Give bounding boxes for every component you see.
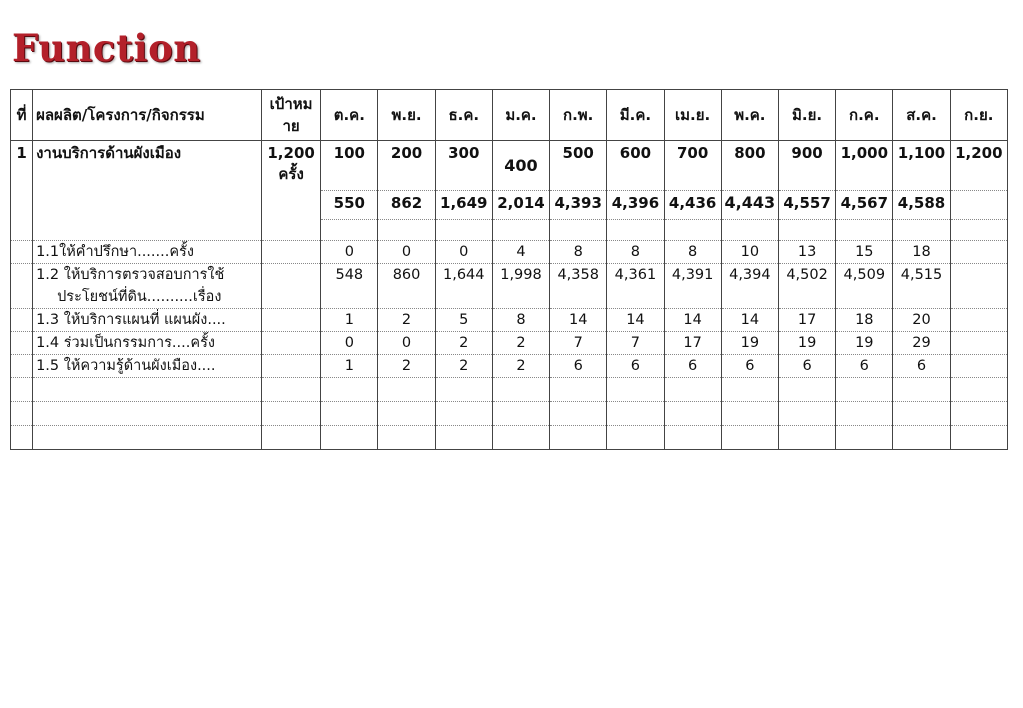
activity-value: 2 [378, 355, 435, 378]
project-plan-row [11, 141, 1008, 191]
plan-cell: 200 [378, 141, 435, 191]
activity-value: 0 [321, 332, 378, 355]
plan-cell: 100 [321, 141, 378, 191]
page-title: Function [12, 26, 201, 70]
actual-cell: 4,567 [836, 191, 893, 220]
blank-row [11, 378, 1008, 402]
activity-row [11, 241, 1008, 264]
activity-value: 6 [778, 355, 835, 378]
activity-row [11, 332, 1008, 355]
activity-value: 29 [893, 332, 950, 355]
activity-value: 4 [492, 241, 549, 264]
actual-cell: 862 [378, 191, 435, 220]
activity-row [11, 355, 1008, 378]
header-month: ต.ค. [321, 90, 378, 141]
activity-name: 1.5 ให้ความรู้ด้านผังเมือง.... [33, 355, 262, 378]
header-month: มิ.ย. [778, 90, 835, 141]
activity-value: 19 [721, 332, 778, 355]
activity-value: 2 [435, 355, 492, 378]
activity-name-line2: ประโยชน์ที่ดิน..........เรื่อง [57, 289, 222, 305]
actual-cell: 4,396 [607, 191, 664, 220]
plan-cell: 700 [664, 141, 721, 191]
activity-value: 1,998 [492, 264, 549, 309]
project-target-line1: 1,200 [267, 144, 315, 162]
header-month: พ.ย. [378, 90, 435, 141]
header-month: ก.ย. [950, 90, 1007, 141]
activity-value: 19 [778, 332, 835, 355]
activity-value: 6 [664, 355, 721, 378]
activity-value: 5 [435, 309, 492, 332]
actual-cell: 4,436 [664, 191, 721, 220]
plan-cell: 1,200 [950, 141, 1007, 191]
blank-row [11, 402, 1008, 426]
activity-value: 6 [607, 355, 664, 378]
activity-value [950, 332, 1007, 355]
header-month: เม.ย. [664, 90, 721, 141]
activity-value: 6 [550, 355, 607, 378]
activity-row [11, 264, 1008, 309]
header-month: ก.พ. [550, 90, 607, 141]
activity-value: 15 [836, 241, 893, 264]
actual-cell: 2,014 [492, 191, 549, 220]
activity-value: 4,502 [778, 264, 835, 309]
actual-cell: 4,393 [550, 191, 607, 220]
activity-value: 17 [664, 332, 721, 355]
activity-value: 8 [664, 241, 721, 264]
header-item: ผลผลิต/โครงการ/กิจกรรม [33, 90, 262, 141]
function-table [10, 89, 1008, 450]
header-month: มี.ค. [607, 90, 664, 141]
activity-value: 0 [378, 241, 435, 264]
activity-value [950, 355, 1007, 378]
activity-value: 4,394 [721, 264, 778, 309]
header-month: ส.ค. [893, 90, 950, 141]
project-target [261, 141, 320, 241]
activity-value [950, 309, 1007, 332]
header-target-line2: าย [282, 117, 300, 135]
plan-cell: 1,100 [893, 141, 950, 191]
activity-value: 19 [836, 332, 893, 355]
header-month: ก.ค. [836, 90, 893, 141]
activity-value: 2 [492, 355, 549, 378]
actual-cell: 4,557 [778, 191, 835, 220]
activity-value: 548 [321, 264, 378, 309]
activity-value: 14 [721, 309, 778, 332]
activity-value: 14 [664, 309, 721, 332]
activity-value: 8 [607, 241, 664, 264]
activity-value: 0 [435, 241, 492, 264]
activity-value: 17 [778, 309, 835, 332]
plan-cell: 600 [607, 141, 664, 191]
activity-value: 8 [550, 241, 607, 264]
actual-cell [950, 191, 1007, 220]
activity-name: 1.3 ให้บริการแผนที่ แผนผัง.... [33, 309, 262, 332]
activity-value: 1,644 [435, 264, 492, 309]
activity-value: 14 [550, 309, 607, 332]
actual-cell: 4,588 [893, 191, 950, 220]
activity-value: 4,509 [836, 264, 893, 309]
activity-value: 20 [893, 309, 950, 332]
project-name: งานบริการด้านผังเมือง [33, 141, 262, 241]
activity-value: 6 [721, 355, 778, 378]
activity-value: 1 [321, 309, 378, 332]
activity-value: 18 [893, 241, 950, 264]
plan-cell: 400 [492, 141, 549, 191]
activity-value: 4,358 [550, 264, 607, 309]
activity-name: 1.4 ร่วมเป็นกรรมการ....ครั้ง [33, 332, 262, 355]
activity-value [950, 241, 1007, 264]
activity-value: 7 [607, 332, 664, 355]
actual-cell: 550 [321, 191, 378, 220]
activity-value: 4,515 [893, 264, 950, 309]
plan-cell: 900 [778, 141, 835, 191]
header-target [261, 90, 320, 141]
plan-cell: 500 [550, 141, 607, 191]
activity-value: 10 [721, 241, 778, 264]
activity-row [11, 309, 1008, 332]
activity-value: 18 [836, 309, 893, 332]
activity-value [950, 264, 1007, 309]
activity-value: 860 [378, 264, 435, 309]
activity-name [33, 264, 262, 309]
activity-value: 6 [836, 355, 893, 378]
actual-cell: 1,649 [435, 191, 492, 220]
activity-value: 6 [893, 355, 950, 378]
header-target-line1: เป้าหม [269, 95, 313, 113]
activity-value: 1 [321, 355, 378, 378]
activity-value: 8 [492, 309, 549, 332]
plan-cell: 300 [435, 141, 492, 191]
blank-row [11, 426, 1008, 450]
actual-cell: 4,443 [721, 191, 778, 220]
header-month: พ.ค. [721, 90, 778, 141]
project-target-line2: ครั้ง [278, 165, 304, 183]
activity-value: 2 [492, 332, 549, 355]
header-month: ธ.ค. [435, 90, 492, 141]
activity-value: 13 [778, 241, 835, 264]
plan-cell: 1,000 [836, 141, 893, 191]
activity-name-line1: 1.2 ให้บริการตรวจสอบการใช้ [36, 267, 225, 283]
header-month: ม.ค. [492, 90, 549, 141]
activity-value: 2 [378, 309, 435, 332]
header-row [11, 90, 1008, 141]
activity-value: 4,391 [664, 264, 721, 309]
activity-value: 2 [435, 332, 492, 355]
activity-value: 4,361 [607, 264, 664, 309]
header-no: ที่ [11, 90, 33, 141]
activity-value: 7 [550, 332, 607, 355]
plan-cell: 800 [721, 141, 778, 191]
activity-value: 14 [607, 309, 664, 332]
activity-name: 1.1ให้คำปรึกษา.......ครั้ง [33, 241, 262, 264]
activity-value: 0 [378, 332, 435, 355]
project-no: 1 [11, 141, 33, 241]
activity-value: 0 [321, 241, 378, 264]
